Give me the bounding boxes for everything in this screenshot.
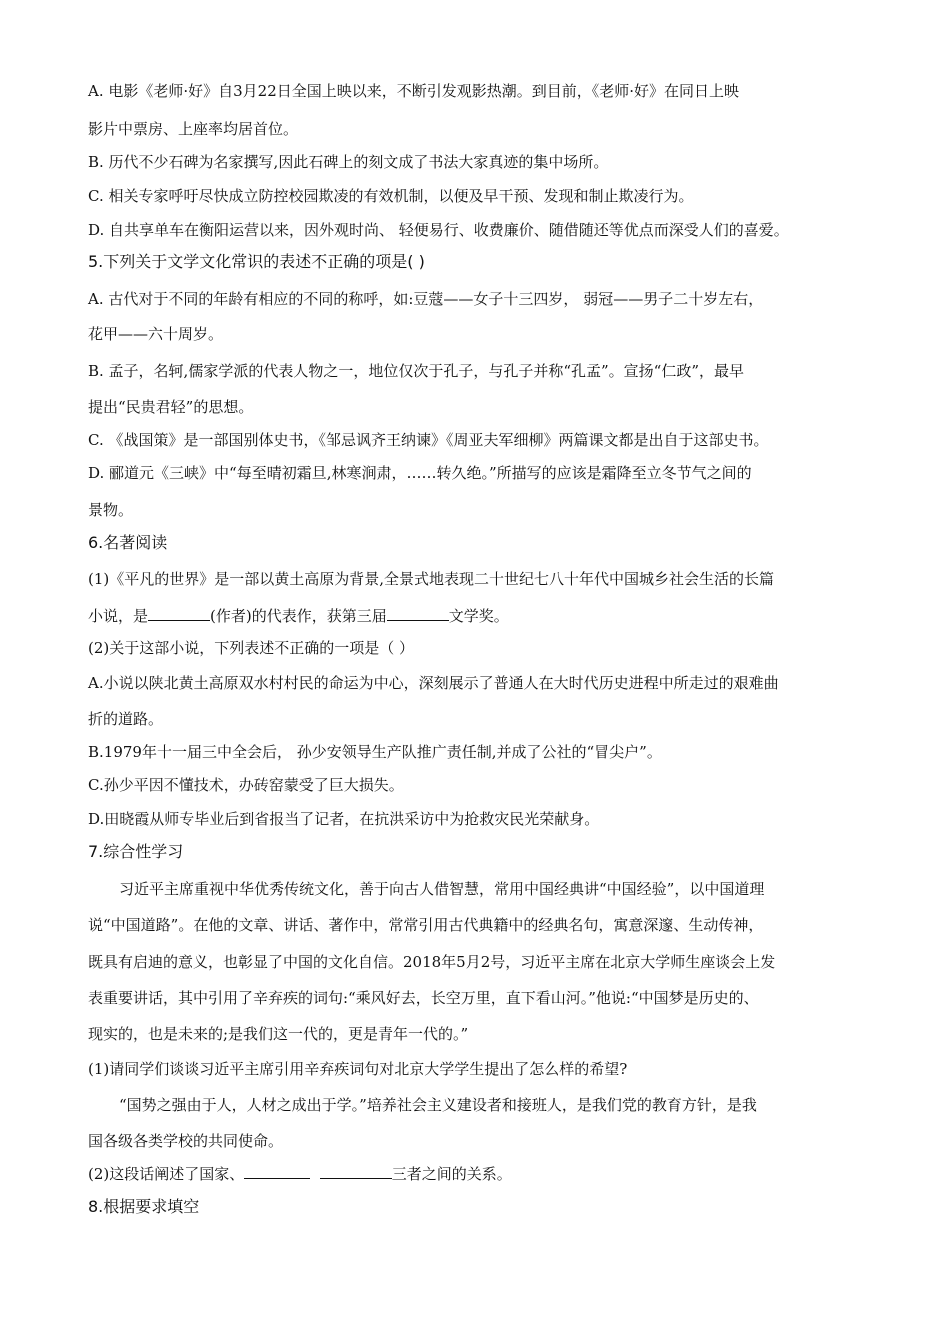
question-5-heading: 5.下列关于文学文化常识的表述不正确的项是( ) (88, 252, 425, 271)
relation-blank-1[interactable] (244, 1164, 310, 1179)
question-8-heading: 8.根据要求填空 (88, 1197, 200, 1216)
q7-passage-line2: 说“中国道路”。在他的文章、讲话、著作中，常常引用古代典籍中的经典名句，寓意深邃、生动传神， (88, 916, 764, 934)
q6-option-a-line1: A.小说以陕北黄土高原双水村村民的命运为中心，深刻展示了普通人在大时代历史进程中所走过的艰难曲 (88, 674, 779, 692)
q5-option-d-line1: D. 郦道元《三峡》中“每至晴初霜旦,林寒涧肃，……转久绝。”所描写的应该是霜降至立冬节气之间的 (88, 464, 752, 482)
q4-option-a-line2: 影片中票房、上座率均居首位。 (88, 120, 299, 138)
q5-option-b-line1: B. 孟子，名轲,儒家学派的代表人物之一，地位仅次于孔子，与孔子并称“孔孟”。宣扬“仁政”，最早 (88, 362, 745, 380)
q6-part1-line2 (88, 606, 509, 626)
q6-option-a-line2: 折的道路。 (88, 710, 164, 728)
question-6-heading: 6.名著阅读 (88, 533, 168, 552)
q7-quote-line2: 国各级各类学校的共同使命。 (88, 1132, 284, 1150)
q6-part1-line1: (1)《平凡的世界》是一部以黄土高原为背景,全景式地表现二十世纪七八十年代中国城乡社会生活的长篇 (88, 570, 775, 588)
q7-passage-line5: 现实的，也是未来的;是我们这一代的，更是青年一代的。” (88, 1025, 469, 1043)
q5-option-c: C. 《战国策》是一部国别体史书，《邹忌讽齐王纳谏》《周亚夫军细柳》两篇课文都是出自于这部史书。 (88, 431, 769, 449)
question-7-heading: 7.综合性学习 (88, 842, 184, 861)
award-blank[interactable] (387, 606, 449, 621)
q6-option-d: D.田晓霞从师专毕业后到省报当了记者，在抗洪采访中为抢救灾民光荣献身。 (88, 810, 600, 828)
q6-part1-text-c: 文学奖。 (448, 607, 509, 625)
q7-part1-question: (1)请同学们谈谈习近平主席引用辛弃疾词句对北京大学学生提出了怎么样的希望? (88, 1060, 628, 1078)
q7-part2-text-a: (2)这段话阐述了国家、 (88, 1165, 245, 1183)
q4-option-b: B. 历代不少石碑为名家撰写,因此石碑上的刻文成了书法大家真迹的集中场所。 (88, 153, 609, 171)
q5-option-a-line1: A. 古代对于不同的年龄有相应的不同的称呼，如:豆蔻——女子十三四岁， 弱冠——男子二十岁左右， (88, 290, 764, 308)
q6-part2-question: (2)关于这部小说，下列表述不正确的一项是（ ） (88, 639, 415, 657)
q4-option-c: C. 相关专家呼吁尽快成立防控校园欺凌的有效机制，以便及早干预、发现和制止欺凌行为。 (88, 187, 694, 205)
q6-option-b: B.1979年十一届三中全会后， 孙少安领导生产队推广责任制,并成了公社的“冒尖户”。 (88, 743, 662, 761)
q7-part2-question (88, 1164, 512, 1184)
q5-option-d-line2: 景物。 (88, 501, 134, 519)
q6-option-c: C.孙少平因不懂技术，办砖窑蒙受了巨大损失。 (88, 776, 404, 794)
q5-option-a-line2: 花甲——六十周岁。 (88, 325, 224, 343)
q7-part2-text-b: 三者之间的关系。 (391, 1165, 512, 1183)
q7-passage-line4: 表重要讲话，其中引用了辛弃疾的词句:“乘风好去，长空万里，直下看山河。”他说:“中国梦是历史的、 (88, 989, 759, 1007)
q6-part1-text-a: 小说，是 (88, 607, 149, 625)
author-blank[interactable] (148, 606, 210, 621)
relation-blank-2[interactable] (320, 1164, 392, 1179)
q7-quote-line1: “国势之强由于人，人材之成出于学。”培养社会主义建设者和接班人，是我们党的教育方针，是我 (119, 1096, 757, 1114)
q5-option-b-line2: 提出“民贵君轻”的思想。 (88, 398, 254, 416)
q4-option-d: D. 自共享单车在衡阳运营以来，因外观时尚、 轻便易行、收费廉价、随借随还等优点而深受人们的喜爱。 (88, 221, 789, 239)
q7-passage-line1: 习近平主席重视中华优秀传统文化，善于向古人借智慧，常用中国经典讲“中国经验”，以中国道理 (119, 880, 765, 898)
q6-part1-text-b: (作者)的代表作，获第三届 (210, 607, 387, 625)
q4-option-a-line1: A. 电影《老师·好》自3月22日全国上映以来，不断引发观影热潮。到目前，《老师·好》在同日上映 (88, 82, 740, 100)
q7-passage-line3: 既具有启迪的意义，也彰显了中国的文化自信。2018年5月2号，习近平主席在北京大学师生座谈会上发 (88, 953, 776, 971)
